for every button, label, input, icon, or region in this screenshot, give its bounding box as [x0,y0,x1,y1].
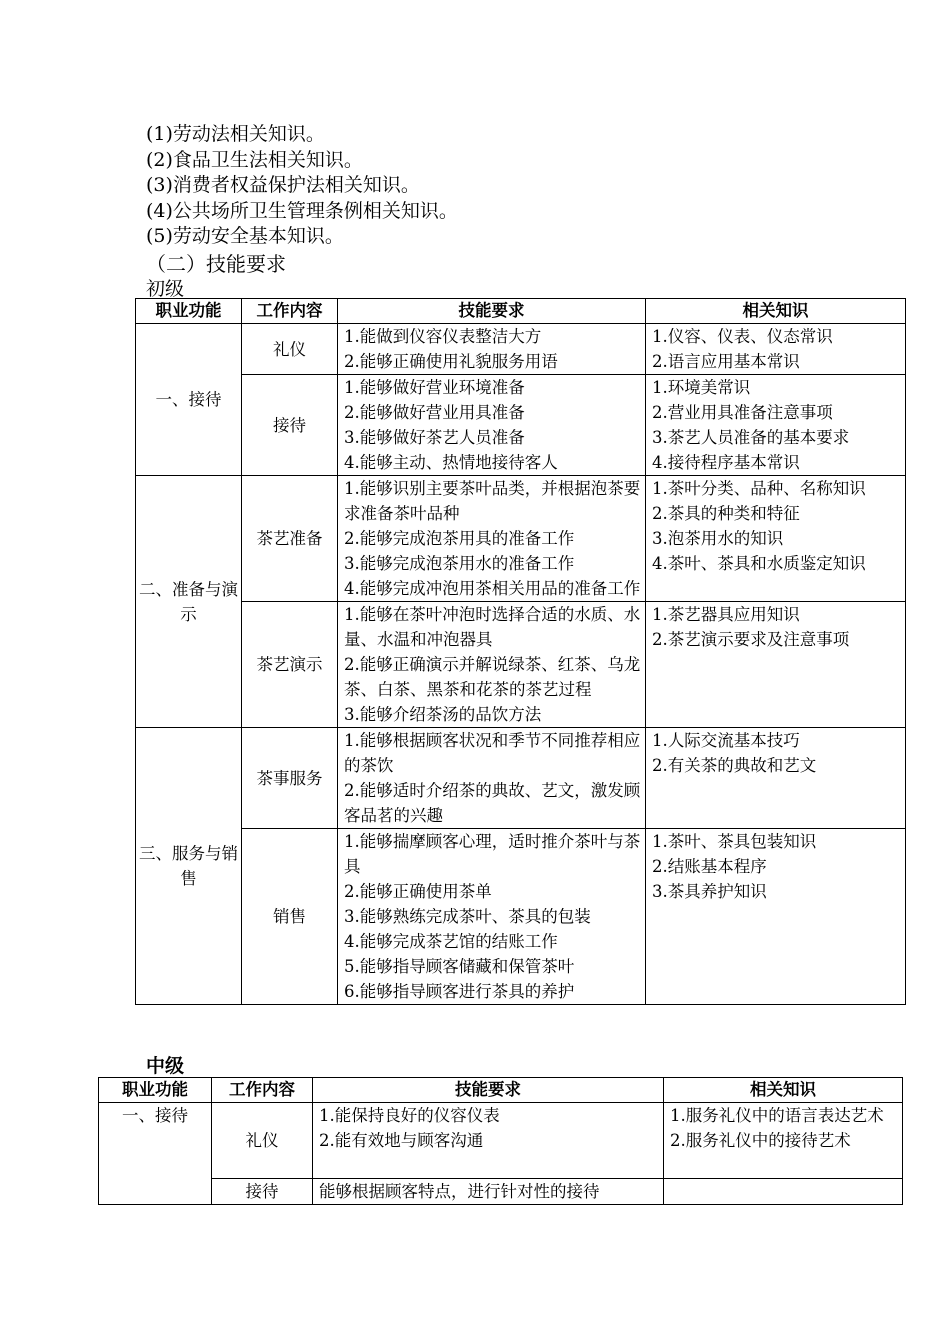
intro-item: (1)劳动法相关知识。 [146,123,325,145]
skill-cell [338,829,646,1005]
knowledge-cell [646,602,906,728]
skill-line: 3.能够介绍茶汤的品饮方法 [344,705,542,724]
skill-cell [338,476,646,602]
knowledge-line: 3.茶艺人员准备的基本要求 [652,428,850,447]
skill-cell [313,1179,664,1205]
knowledge-line: 1.茶叶、茶具包装知识 [652,832,817,851]
table-row [99,1103,903,1179]
skill-line: 3.能够熟练完成茶叶、茶具的包装 [344,907,591,926]
knowledge-line: 1.人际交流基本技巧 [652,731,800,750]
skill-cell [313,1103,664,1179]
function-cell: 一、接待 [99,1103,212,1205]
skill-line: 3.能够完成泡茶用水的准备工作 [344,554,575,573]
skill-line: 1.能够识别主要茶叶品类，并根据泡茶要求准备茶叶品种 [344,479,641,523]
skill-line: 4.能够完成茶艺馆的结账工作 [344,932,558,951]
skill-line: 3.能够做好茶艺人员准备 [344,428,525,447]
header-content: 工作内容 [212,1078,313,1103]
table-header-row [99,1078,903,1103]
content-cell: 接待 [212,1179,313,1205]
intro-item: (5)劳动安全基本知识。 [146,225,344,247]
table-row [136,728,906,829]
skill-line: 1.能够在茶叶冲泡时选择合适的水质、水量、水温和冲泡器具 [344,605,641,649]
knowledge-line: 2.结账基本程序 [652,857,767,876]
knowledge-line: 1.茶叶分类、品种、名称知识 [652,479,866,498]
knowledge-line: 2.服务礼仪中的接待艺术 [670,1131,851,1150]
content-cell: 礼仪 [212,1103,313,1179]
table-header-row [136,299,906,324]
knowledge-line: 4.茶叶、茶具和水质鉴定知识 [652,554,866,573]
content-cell: 茶事服务 [242,728,338,829]
skill-line: 2.能够做好营业用具准备 [344,403,525,422]
skill-line: 2.能够正确使用礼貌服务用语 [344,352,558,371]
skill-line: 6.能够指导顾客进行茶具的养护 [344,982,575,1001]
skill-cell [338,324,646,375]
knowledge-line: 2.营业用具准备注意事项 [652,403,833,422]
intro-item: (2)食品卫生法相关知识。 [146,148,363,171]
knowledge-cell [664,1179,903,1205]
skill-line: 1.能做到仪容仪表整洁大方 [344,327,542,346]
knowledge-cell [646,324,906,375]
skill-line: 2.能够适时介绍茶的典故、艺文，激发顾客品茗的兴趣 [344,781,641,825]
knowledge-cell [664,1103,903,1179]
skill-line: 能够根据顾客特点，进行针对性的接待 [319,1182,600,1201]
intro-item: (4)公共场所卫生管理条例相关知识。 [146,199,458,222]
header-skill: 技能要求 [338,299,646,324]
header-skill: 技能要求 [313,1078,664,1103]
content-cell: 茶艺演示 [242,602,338,728]
knowledge-cell [646,476,906,602]
content-cell: 礼仪 [242,324,338,375]
skill-line: 1.能保持良好的仪容仪表 [319,1106,500,1125]
table-row [136,324,906,375]
knowledge-line: 2.语言应用基本常识 [652,352,800,371]
knowledge-cell [646,375,906,476]
table-row [136,476,906,602]
table-row [99,1179,903,1205]
skill-cell [338,375,646,476]
content-cell: 接待 [242,375,338,476]
knowledge-line: 4.接待程序基本常识 [652,453,800,472]
skill-line: 1.能够揣摩顾客心理，适时推介茶叶与茶具 [344,832,641,876]
header-knowledge: 相关知识 [646,299,906,324]
level-title-intermediate: 中级 [146,1055,185,1077]
skill-line: 2.能够完成泡茶用具的准备工作 [344,529,575,548]
skills-table-primary [135,298,906,1005]
intro-list [146,122,458,250]
knowledge-line: 1.仪容、仪表、仪态常识 [652,327,833,346]
function-cell: 二、准备与演示 [136,476,242,728]
skill-line: 2.能够正确使用茶单 [344,882,492,901]
header-function: 职业功能 [136,299,242,324]
knowledge-line: 2.茶艺演示要求及注意事项 [652,630,850,649]
header-knowledge: 相关知识 [664,1078,903,1103]
knowledge-line: 3.茶具养护知识 [652,882,767,901]
function-cell: 三、服务与销售 [136,728,242,1005]
header-content: 工作内容 [242,299,338,324]
content-cell: 茶艺准备 [242,476,338,602]
intro-item: (3)消费者权益保护法相关知识。 [146,174,420,196]
knowledge-line: 2.茶具的种类和特征 [652,504,800,523]
header-function: 职业功能 [99,1078,212,1103]
knowledge-line: 3.泡茶用水的知识 [652,529,784,548]
skills-table-intermediate [98,1077,903,1205]
knowledge-line: 1.环境美常识 [652,378,751,397]
skill-line: 4.能够主动、热情地接待客人 [344,453,558,472]
knowledge-line: 2.有关茶的典故和艺文 [652,756,817,775]
content-cell: 销售 [242,829,338,1005]
skill-line: 4.能够完成冲泡用茶相关用品的准备工作 [344,579,641,598]
function-cell: 一、接待 [136,324,242,476]
section-title: （二）技能要求 [146,252,286,276]
level-title-primary: 初级 [146,278,185,300]
knowledge-cell [646,728,906,829]
skill-line: 2.能够正确演示并解说绿茶、红茶、乌龙茶、白茶、黑茶和花茶的茶艺过程 [344,655,641,699]
table-row [136,829,906,1005]
table-row [136,375,906,476]
skill-line: 5.能够指导顾客储藏和保管茶叶 [344,957,575,976]
skill-line: 2.能有效地与顾客沟通 [319,1131,484,1150]
knowledge-line: 1.茶艺器具应用知识 [652,605,800,624]
skill-cell [338,728,646,829]
knowledge-line: 1.服务礼仪中的语言表达艺术 [670,1106,884,1125]
table-row [136,602,906,728]
skill-line: 1.能够根据顾客状况和季节不同推荐相应的茶饮 [344,731,641,775]
knowledge-cell [646,829,906,1005]
skill-line: 1.能够做好营业环境准备 [344,378,525,397]
skill-cell [338,602,646,728]
